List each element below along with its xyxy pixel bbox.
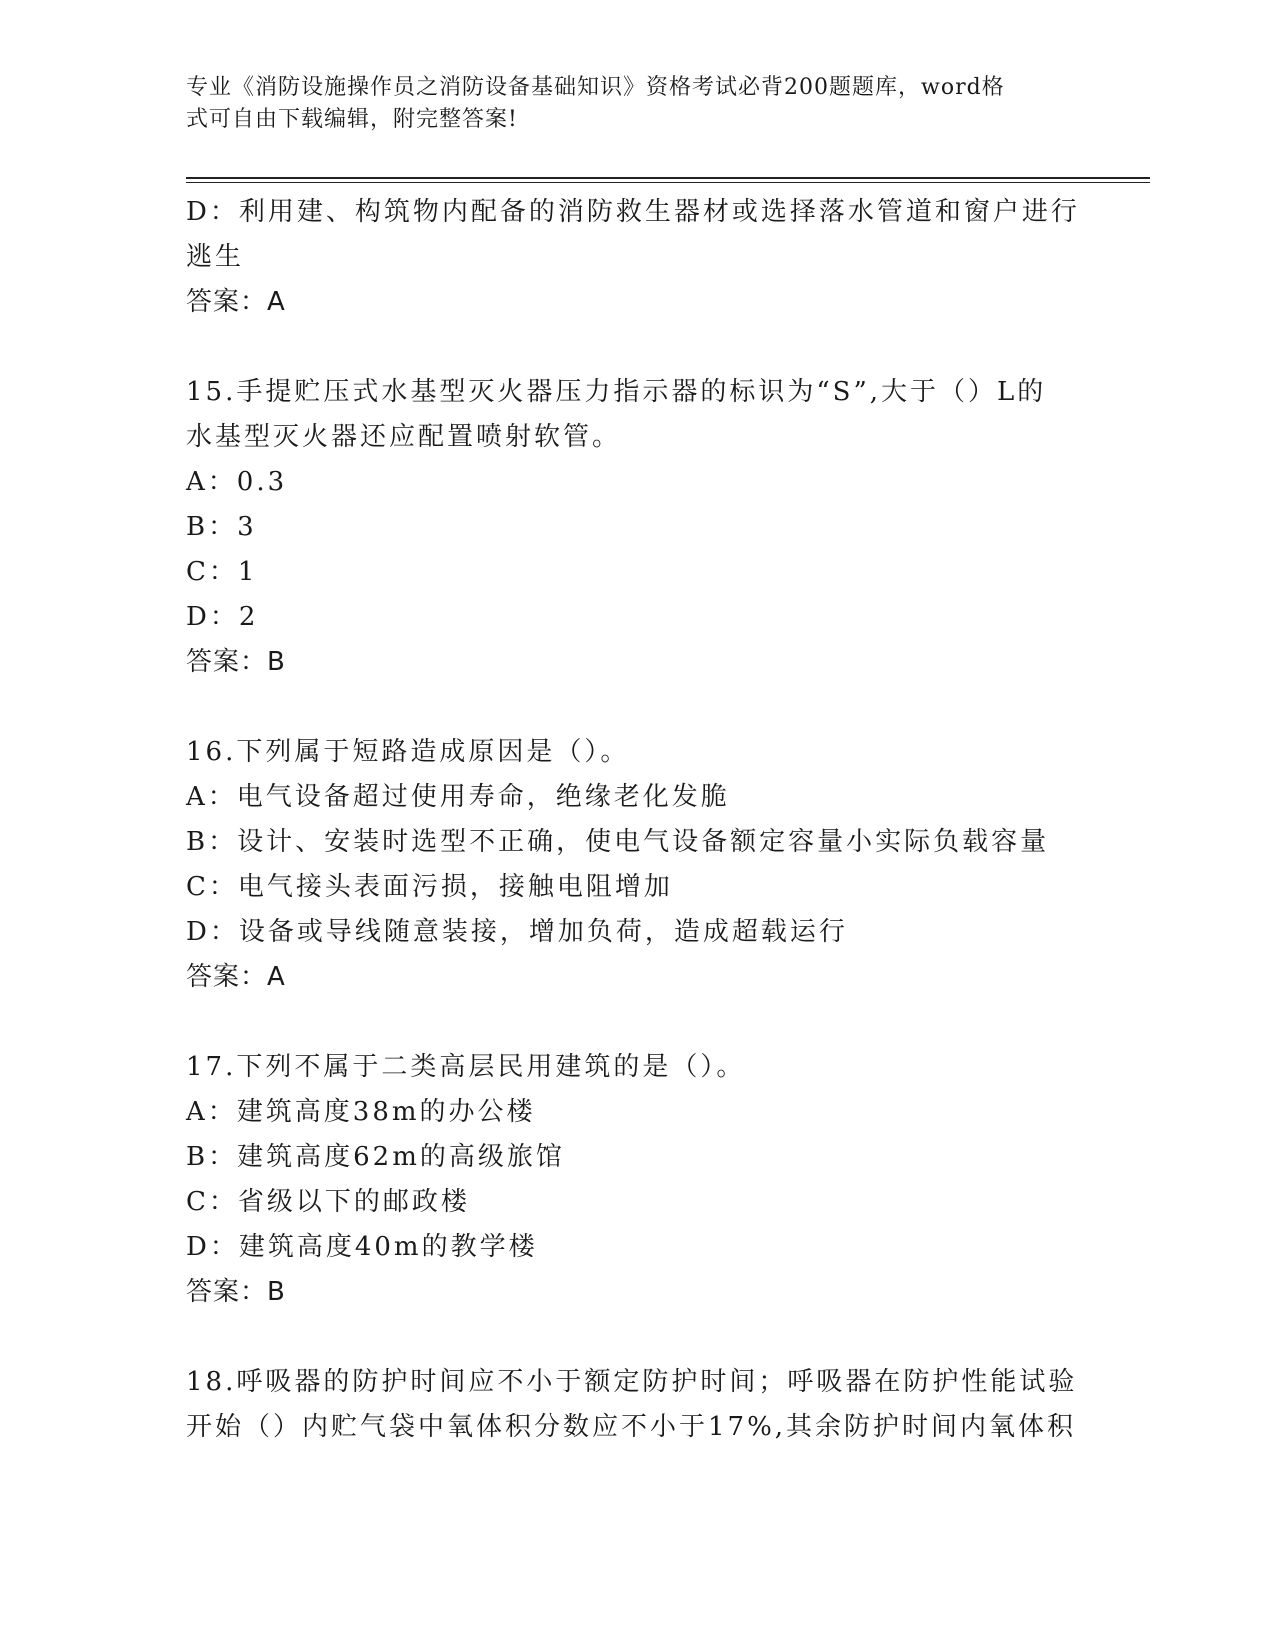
option-d: D：2 xyxy=(186,602,259,632)
answer: 答案：A xyxy=(186,287,286,317)
header-divider-thick xyxy=(186,177,1150,179)
option-a: A：0.3 xyxy=(186,467,288,497)
question-stem-line-1: 16.下列属于短路造成原因是（）。 xyxy=(186,737,630,767)
option-d-line-2: 逃生 xyxy=(186,242,245,272)
answer: 答案：B xyxy=(186,1277,286,1307)
option-c: C：电气接头表面污损，接触电阻增加 xyxy=(186,872,673,902)
answer: 答案：B xyxy=(186,647,286,677)
option-b: B：设计、安装时选型不正确，使电气设备额定容量小实际负载容量 xyxy=(186,827,1050,857)
question-stem-line-1: 15.手提贮压式水基型灭火器压力指示器的标识为“S”,大于（）L的 xyxy=(186,377,1047,407)
question-stem-line-2: 水基型灭火器还应配置喷射软管。 xyxy=(186,422,622,452)
option-a: A：建筑高度38m的办公楼 xyxy=(186,1097,536,1127)
question-stem-line-1: 17.下列不属于二类高层民用建筑的是（）。 xyxy=(186,1052,746,1082)
question-17 xyxy=(186,1045,1086,1315)
spacer xyxy=(186,1315,1086,1360)
option-c: C：1 xyxy=(186,557,258,587)
header-line-2: 式可自由下载编辑，附完整答案! xyxy=(186,107,518,132)
question-16 xyxy=(186,730,1086,1000)
option-d: D：设备或导线随意装接，增加负荷，造成超载运行 xyxy=(186,917,848,947)
answer: 答案：A xyxy=(186,962,286,992)
question-18 xyxy=(186,1360,1086,1450)
question-14-continued xyxy=(186,190,1086,325)
spacer xyxy=(186,325,1086,370)
option-b: B：建筑高度62m的高级旅馆 xyxy=(186,1142,565,1172)
option-a: A：电气设备超过使用寿命，绝缘老化发脆 xyxy=(186,782,730,812)
spacer xyxy=(186,685,1086,730)
question-stem-line-1: 18.呼吸器的防护时间应不小于额定防护时间；呼吸器在防护性能试验 xyxy=(186,1367,1078,1397)
spacer xyxy=(186,1000,1086,1045)
document-header xyxy=(186,72,1066,136)
option-c: C：省级以下的邮政楼 xyxy=(186,1187,470,1217)
question-stem-line-2: 开始（）内贮气袋中氧体积分数应不小于17%,其余防护时间内氧体积 xyxy=(186,1412,1077,1442)
option-d-line-1: D：利用建、构筑物内配备的消防救生器材或选择落水管道和窗户进行 xyxy=(186,197,1080,227)
question-15 xyxy=(186,370,1086,685)
header-divider-thin xyxy=(186,182,1150,183)
option-b: B：3 xyxy=(186,512,257,542)
option-d: D：建筑高度40m的教学楼 xyxy=(186,1232,538,1262)
header-line-1: 专业《消防设施操作员之消防设备基础知识》资格考试必背200题题库，word格 xyxy=(186,75,1005,100)
question-list xyxy=(186,190,1086,1450)
